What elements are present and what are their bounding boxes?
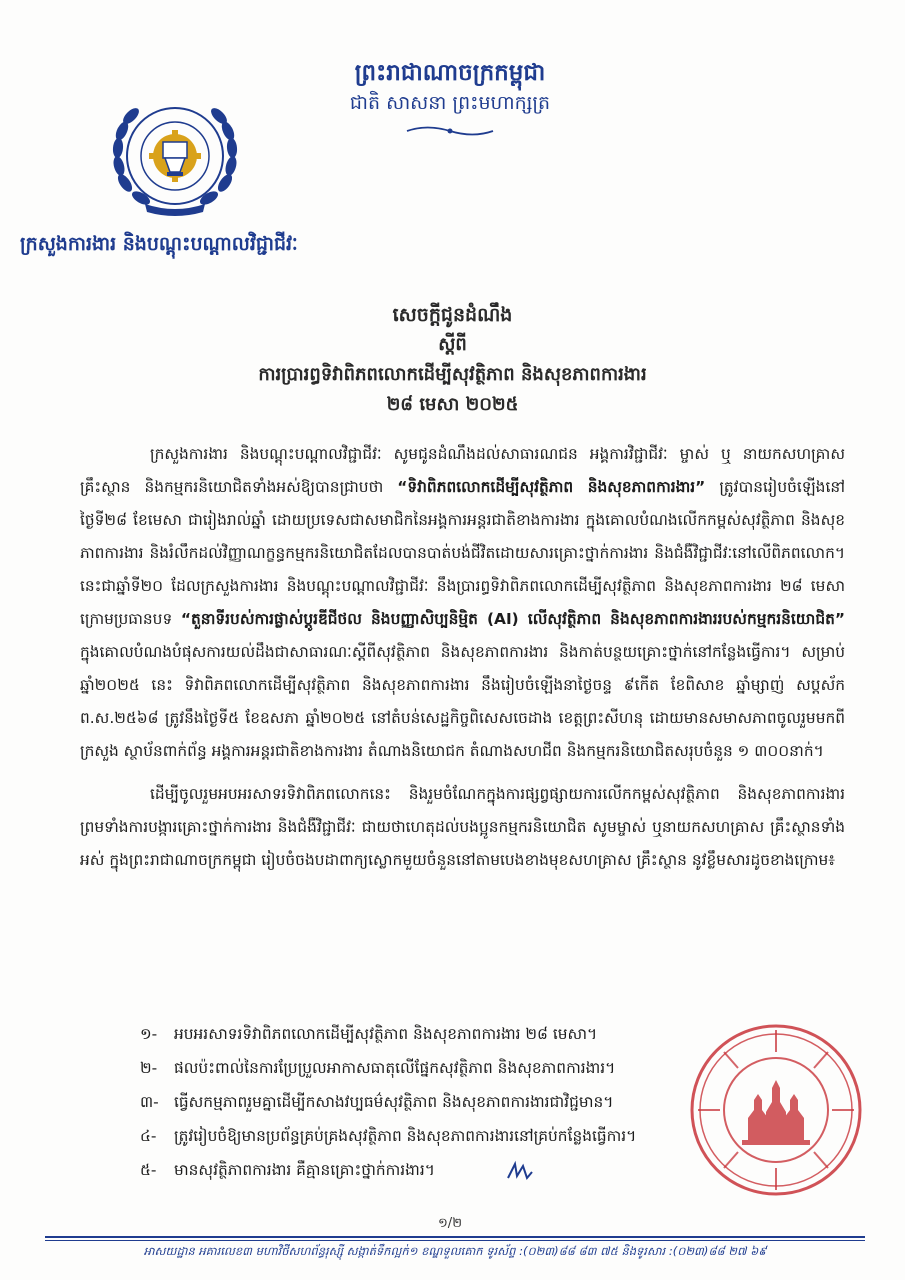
subject-title: ការប្រារព្ធទិវាពិភពលោកដើម្បីសុវត្ថិភាព និងសុខភាពការងារ bbox=[258, 364, 647, 385]
list-item-number: ១- bbox=[140, 1025, 158, 1043]
footer-address: អាសយដ្ឋាន អគារលេខ៣ មហាវិថីសហព័ន្ធរុស្ស៊ី សង្កាត់ទឹកល្អក់១ ខណ្ឌទួលគោក ទូរស័ព្ទ :(០២៣)៨៨ ៨៣ ៧៥ និងទូរសារ :(០២៣)៨៨ ២៧ ៦៩ bbox=[143, 1244, 767, 1258]
list-item-number: ២- bbox=[140, 1059, 158, 1077]
list-item bbox=[140, 1119, 760, 1153]
slogan-list bbox=[140, 1017, 760, 1187]
list-item bbox=[140, 1153, 760, 1187]
kingdom-title: ព្រះរាជាណាចក្រកម្ពុជា bbox=[354, 60, 546, 86]
footer-divider bbox=[45, 1236, 865, 1238]
body-paragraph-2: ដើម្បីចូលរួមអបអរសាទរទិវាពិភពលោកនេះ និងរួមចំណែកក្នុងការផ្សព្វផ្សាយការលើកកម្ពស់សុវត្ថិភាព និងសុខភាពការងារ ព្រមទាំងការបង្ការគ្រោះថ្នាក់ការងារ និងជំងឺវិជ្ជាជីវៈ ជាយថាហេតុដល់បងប្អូនកម្មករនិយោជិត សូមម្ចាស់ ឬនាយកសហគ្រាស គ្រឹះស្ថានទាំងអស់ ក្នុងព្រះរាជាណាចក្រកម្ពុជា រៀបចំចងបដាពាក្យស្លោកមួយចំនួននៅតាមបេងខាងមុខសហគ្រាស គ្រឹះស្ថាន នូវខ្លឹមសារដូចខាងក្រោម៖ bbox=[80, 785, 845, 869]
list-item-number: ៤- bbox=[140, 1127, 157, 1145]
paragraph-text: ត្រូវបានរៀបចំឡើងនៅថ្ងៃទី២៨ ខែមេសា ជារៀងរាល់ឆ្នាំ ដោយប្រទេសជាសមាជិកនៃអង្គការអន្តរជាតិខាងការងារ ក្នុងគោលបំណងលើកកម្ពស់សុវត្ថិភាព និងសុខភាពការងារ និងរំលឹកដល់វិញ្ញាណក្ខន្ធកម្មករនិយោជិតដែលបានបាត់បង់ជីវិតដោយសារគ្រោះថ្នាក់ការងារ និងជំងឺវិជ្ជាជីវៈនៅលើពិភពលោក។ នេះជាឆ្នាំទី២០ ដែលក្រសួងការងារ និងបណ្តុះបណ្តាលវិជ្ជាជីវៈ នឹងប្រារព្ធទិវាពិភពលោកដើម្បីសុវត្ថិភាព និងសុខភាពការងារ ២៨ មេសា ក្រោមប្រធានបទ bbox=[80, 478, 845, 628]
ministry-name: ក្រសួងការងារ និងបណ្តុះបណ្តាលវិជ្ជាជីវៈ bbox=[20, 233, 298, 255]
list-item-text: ធ្វើសកម្មភាពរួមគ្នាដើម្បីកសាងវប្បធម៌សុវត្ថិភាព និងសុខភាពការងារជាវិជ្ជមាន។ bbox=[174, 1093, 614, 1111]
theme-bold: “តួនាទីរបស់ការផ្លាស់ប្តូរឌីជីថល និងបញ្ញាសិប្បនិម្មិត (AI) លើសុវត្ថិភាព និងសុខភាពការងាររបស់កម្មករនិយោជិត” bbox=[180, 610, 845, 628]
list-item-text: អបអរសាទរទិវាពិភពលោកដើម្បីសុវត្ថិភាព និងសុខភាពការងារ ២៨ មេសា។ bbox=[174, 1025, 598, 1043]
ministry-logo bbox=[105, 88, 245, 228]
paragraph-text: ក្រសួងការងារ និងបណ្តុះបណ្តាលវិជ្ជាជីវៈ សូមជូនដំណឹងដល់សាធារណជន អង្គការវិជ្ជាជីវៈ ម្ចាស់ ឬ នាយកសហគ្រាស គ្រឹះស្ថាន និងកម្មករនិយោជិតទាំងអស់ឱ្យបានជ្រាបថា bbox=[80, 445, 845, 496]
list-item-number: ៣- bbox=[140, 1093, 159, 1111]
list-item bbox=[140, 1051, 760, 1085]
list-item-number: ៥- bbox=[140, 1161, 157, 1179]
footer-divider bbox=[45, 1240, 865, 1241]
paragraph-text: ក្នុងគោលបំណងបំផុសការយល់ដឹងជាសាធារណៈស្តីពីសុវត្ថិភាព និងសុខភាពការងារ និងកាត់បន្ថយគ្រោះថ្នាក់នៅកន្លែងធ្វើការ។ សម្រាប់ឆ្នាំ២០២៥ នេះ ទិវាពិភពលោកដើម្បីសុវត្ថិភាព និងសុខភាពការងារ នឹងរៀបចំឡើងនាថ្ងៃចន្ទ ៩កើត ខែពិសាខ ឆ្នាំម្សាញ់ សប្តស័ក ព.ស.២៥៦៨ ត្រូវនឹងថ្ងៃទី៥ ខែឧសភា ឆ្នាំ២០២៥ នៅតំបន់សេដ្ឋកិច្ចពិសេសចេដាង ខេត្តព្រះសីហនុ ដោយមានសមាសភាពចូលរួមមកពីក្រសួង ស្ថាប័នពាក់ព័ន្ធ អង្គការអន្តរជាតិខាងការងារ តំណាងនិយោជក តំណាងសហជីព និងកម្មករនិយោជិតសរុបចំនួន ១ ៣០០នាក់។ bbox=[80, 643, 845, 760]
official-seal-stamp bbox=[688, 1022, 864, 1198]
event-date: ២៨ មេសា ២០២៥ bbox=[386, 394, 519, 415]
title-block bbox=[150, 300, 755, 420]
ornament-divider-icon bbox=[405, 124, 495, 138]
kingdom-header bbox=[330, 58, 570, 142]
body-paragraph-1 bbox=[80, 438, 845, 768]
announcement-heading: សេចក្តីជូនដំណឹង bbox=[392, 304, 513, 326]
list-item-text: ផលប៉ះពាល់នៃការប្រែប្រួលអាកាសធាតុលើផ្នែកសុវត្ថិភាព និងសុខភាពការងារ។ bbox=[174, 1059, 616, 1077]
signature-mark bbox=[505, 1158, 535, 1184]
page-number: ១/២ bbox=[437, 1216, 463, 1231]
list-item-text: ត្រូវរៀបចំឱ្យមានប្រព័ន្ធគ្រប់គ្រងសុវត្ថិភាព និងសុខភាពការងារនៅគ្រប់កន្លែងធ្វើការ។ bbox=[174, 1127, 637, 1145]
event-name-bold: “ទិវាពិភពលោកដើម្បីសុវត្ថិភាព និងសុខភាពការងារ” bbox=[397, 478, 706, 496]
subject-label: ស្តីពី bbox=[438, 334, 467, 355]
announcement-body bbox=[80, 438, 845, 877]
national-motto: ជាតិ សាសនា ព្រះមហាក្សត្រ bbox=[349, 92, 551, 114]
list-item-text: មានសុវត្ថិភាពការងារ គឺគ្មានគ្រោះថ្នាក់ការងារ។ bbox=[174, 1161, 435, 1179]
list-item bbox=[140, 1085, 760, 1119]
list-item bbox=[140, 1017, 760, 1051]
